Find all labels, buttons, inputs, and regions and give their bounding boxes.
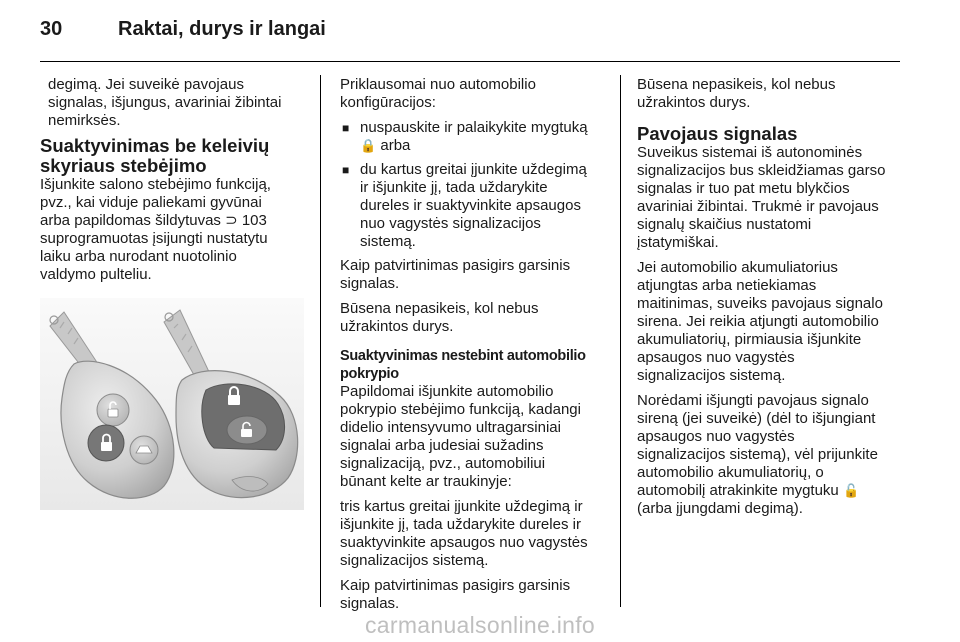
heading-line: pokrypio: [340, 366, 399, 382]
text-line: pokrypio stebėjimo funkciją, kadangi: [340, 401, 581, 418]
text-line: signalas, išjungus, avariniai žibintai: [48, 94, 282, 111]
heading-line: skyriaus stebėjimo: [40, 155, 207, 176]
text-line: signalas ir tuo pat metu blykčios: [637, 180, 850, 197]
text-line: tris kartus greitai įjunkite uždegimą ir: [340, 498, 583, 515]
text-fragment: automobilį atrakinkite mygtuku: [637, 482, 839, 499]
text-line: [637, 482, 917, 500]
ignition-paragraph: [340, 498, 608, 570]
text-line: suaktyvinkite apsaugos nuo vagystės: [340, 534, 588, 551]
alarm-paragraph: [637, 144, 917, 252]
text-line: [360, 137, 608, 155]
config-paragraph: [340, 76, 608, 112]
unlock-button-icon: [227, 416, 267, 444]
text-line: Išjunkite salono stebėjimo funkciją,: [40, 176, 271, 193]
text-line: Būsena nepasikeis, kol nebus: [340, 300, 539, 317]
bullet-item: [340, 161, 608, 251]
column-divider-1: [320, 75, 321, 607]
header-rule: [40, 61, 900, 62]
key-fob-illustration: [40, 298, 304, 510]
trunk-button-icon: [130, 436, 158, 464]
text-line: sireną (jei suveikė) (dėl to išjungiant: [637, 410, 876, 427]
text-line: signalai arba judesiai sužadins: [340, 437, 544, 454]
heading-line: Suaktyvinimas be keleivių: [40, 135, 270, 156]
lock-button-icon: [88, 425, 124, 461]
text-line: avariniai žibintai. Trukmė ir pavojaus: [637, 198, 879, 215]
text-line: (arba įjungdami degimą).: [637, 500, 803, 517]
text-line: dureles ir suaktyvinkite apsaugos: [360, 197, 581, 214]
text-line: laiku arba nurodant nuotolinio: [40, 248, 237, 265]
text-line: signalizacijos sistemą), vėl prijunkite: [637, 446, 878, 463]
text-line: nuspauskite ir palaikykite mygtuką: [360, 119, 588, 136]
text-fragment: arba: [380, 137, 411, 154]
text-line: degimą. Jei suveikė pavojaus: [48, 76, 244, 93]
siren-off-paragraph: [637, 392, 917, 518]
text-line: Priklausomai nuo automobilio: [340, 76, 536, 93]
text-line: Suveikus sistemai iš autonominės: [637, 144, 863, 161]
text-line: valdymo pulteliu.: [40, 266, 152, 283]
text-line: arba papildomas šildytuvas ⊃ 103: [40, 212, 267, 229]
text-line: signalas.: [340, 595, 400, 612]
text-line: Papildomai išjunkite automobilio: [340, 383, 554, 400]
text-line: suprogramuotas įsijungti nustatytu: [40, 230, 268, 247]
text-line: signalizacijos sistemą.: [637, 367, 786, 384]
page-header: [40, 18, 920, 50]
text-line: didelio intensyvumo ultragarsiniai: [340, 419, 561, 436]
watermark: carmanualsonline.info: [364, 612, 596, 638]
text-line: užrakintos durys.: [637, 94, 751, 111]
body-paragraph: [40, 176, 310, 284]
text-line: pvz., kai viduje paliekami gyvūnai: [40, 194, 262, 211]
column-divider-2: [620, 75, 621, 607]
column-2: [340, 76, 608, 620]
text-line: Jei automobilio akumuliatorius: [637, 259, 838, 276]
page-number: 30: [40, 18, 63, 40]
section-heading-no-cabin: [40, 136, 310, 176]
text-line: konfigūracijos:: [340, 94, 436, 111]
text-line: nuo vagystės signalizacijos: [360, 215, 541, 232]
text-line: išjunkite jį, tada uždarykite dureles ir: [340, 516, 581, 533]
heading-line: Suaktyvinimas nestebint automobilio: [340, 348, 586, 364]
bullet-item: [340, 119, 608, 155]
text-line: užrakintos durys.: [340, 318, 454, 335]
battery-paragraph: [637, 259, 917, 385]
text-line: maitinimas, suveiks pavojaus signalo: [637, 295, 883, 312]
text-line: signalizaciją, pvz., automobiliui: [340, 455, 546, 472]
column-1: [40, 76, 310, 284]
confirmation-paragraph: [340, 257, 608, 293]
text-line: automobilio akumuliatorių, o: [637, 464, 824, 481]
column-3: [637, 76, 917, 525]
section-heading-alarm: Pavojaus signalas: [637, 123, 798, 144]
text-line: du kartus greitai įjunkite uždegimą: [360, 161, 587, 178]
text-line: akumuliatorių, pirmiausia išjunkite: [637, 331, 862, 348]
unlock-button-icon: 🔓: [842, 483, 860, 498]
text-line: Norėdami išjungti pavojaus signalo: [637, 392, 869, 409]
text-line: įstatymiškai.: [637, 234, 719, 251]
text-line: apsaugos nuo vagystės: [637, 428, 795, 445]
bullet-marker: ■: [342, 121, 350, 135]
text-line: Būsena nepasikeis, kol nebus: [637, 76, 836, 93]
text-line: signalas.: [340, 275, 400, 292]
text-line: Kaip patvirtinimas pasigirs garsinis: [340, 257, 571, 274]
unlock-button-icon: [97, 394, 129, 426]
text-line: nemirksės.: [48, 112, 121, 129]
chapter-title: Raktai, durys ir langai: [118, 18, 326, 40]
subheading-no-tilt: [340, 347, 608, 383]
status-paragraph: [637, 76, 917, 112]
text-line: signalizacijos sistemą.: [340, 552, 489, 569]
text-line: Kaip patvirtinimas pasigirs garsinis: [340, 577, 571, 594]
tilt-paragraph: [340, 383, 608, 491]
status-paragraph: [340, 300, 608, 336]
text-line: atjungtas arba netiekiamas: [637, 277, 817, 294]
text-line: sirena. Jei reikia atjungti automobilio: [637, 313, 879, 330]
text-line: signalų skaičius nustatomi: [637, 216, 812, 233]
intro-paragraph: [40, 76, 310, 130]
text-line: ir išjunkite jį, tada uždarykite: [360, 179, 548, 196]
lock-button-icon: 🔒: [360, 138, 377, 153]
text-line: apsaugos nuo vagystės: [637, 349, 795, 366]
confirmation-paragraph: [340, 577, 608, 613]
key-fobs-svg: [40, 298, 304, 510]
bullet-marker: ■: [342, 163, 350, 177]
text-line: būnant kelte ar traukinyje:: [340, 473, 512, 490]
text-line: sistemą.: [360, 233, 416, 250]
text-line: signalizacijos bus skleidžiamas garso: [637, 162, 886, 179]
